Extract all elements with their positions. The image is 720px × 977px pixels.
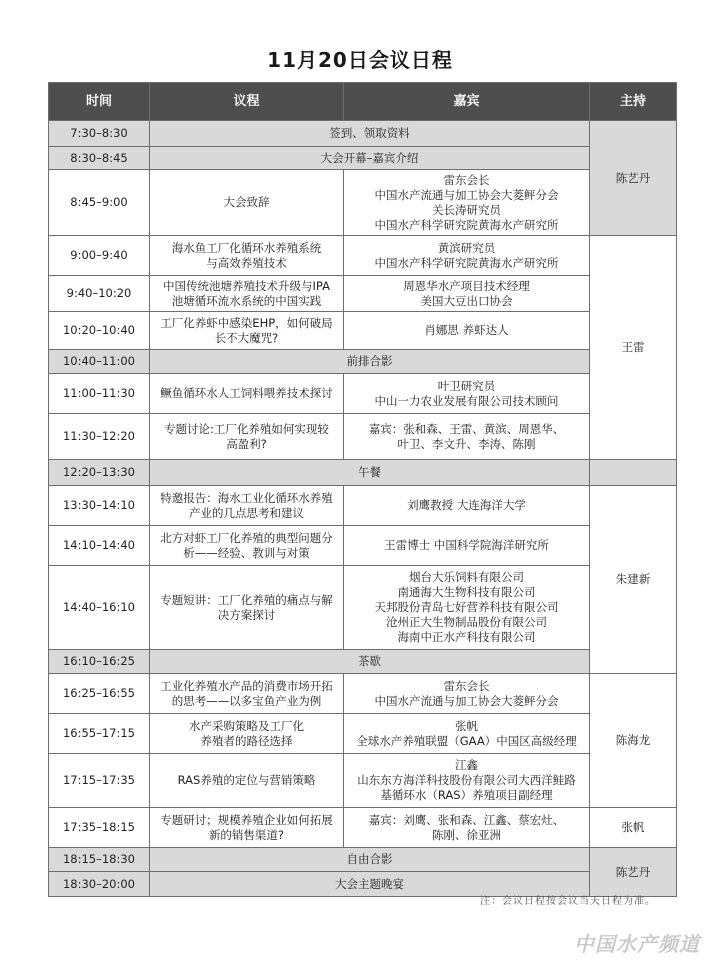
guest-cell: 叶卫研究员 中山一力农业发展有限公司技术顾问 [344,374,590,414]
guest-cell: 黄滨研究员 中国水产科学研究院黄海水产研究所 [344,236,590,276]
time-cell: 17:15–17:35 [49,754,150,808]
event-cell: 签到、领取资料 [150,121,590,147]
time-cell: 9:40–10:20 [49,276,150,312]
guest-cell: 雷东会长 中国水产流通与加工协会大菱鲆分会 关长涛研究员 中国水产科学研究院黄海水产研究所 [344,170,590,236]
agenda-cell: 鳜鱼循环水人工饲料喂养技术探讨 [150,374,344,414]
event-cell: 午餐 [150,460,590,486]
agenda-cell: 中国传统池塘养殖技术升级与IPA 池塘循环流水系统的中国实践 [150,276,344,312]
time-cell: 9:00–9:40 [49,236,150,276]
header-time: 时间 [49,83,150,121]
time-cell: 7:30–8:30 [49,121,150,147]
host-cell: 陈艺丹 [590,848,677,897]
time-cell: 10:20–10:40 [49,312,150,350]
time-cell: 11:30–12:20 [49,414,150,460]
guest-cell: 烟台大乐饲料有限公司 南通海大生物科技有限公司 天邦股份青岛七好营养科技有限公司 沧州正大生物制品股份有限公司 海南中正水产科技有限公司 [344,566,590,650]
table-row [49,754,677,808]
host-cell: 朱建新 [590,486,677,674]
table-row [49,312,677,350]
time-cell: 12:20–13:30 [49,460,150,486]
page-title: 11月20日会议日程 [267,48,453,72]
agenda-cell: 大会致辞 [150,170,344,236]
time-cell: 11:00–11:30 [49,374,150,414]
time-cell: 16:55–17:15 [49,714,150,754]
host-cell-empty [590,460,677,486]
table-row [49,808,677,848]
table-row [49,236,677,276]
agenda-cell: 工厂化养虾中感染EHP，如何破局 长不大魔咒? [150,312,344,350]
agenda-cell: 专题研讨；规模养殖企业如何拓展 新的销售渠道? [150,808,344,848]
table-row [49,848,677,872]
header-agenda: 议程 [150,83,344,121]
guest-cell: 江鑫 山东东方海洋科技股份有限公司大西洋鲑路 基循环水（RAS）养殖项目副经理 [344,754,590,808]
agenda-cell: 专题讨论:工厂化养殖如何实现较 高盈利? [150,414,344,460]
table-row [49,486,677,526]
guest-cell: 周恩华水产项目技术经理 美国大豆出口协会 [344,276,590,312]
time-cell: 17:35–18:15 [49,808,150,848]
time-cell: 18:15–18:30 [49,848,150,872]
time-cell: 16:10–16:25 [49,650,150,674]
header-guest: 嘉宾 [344,83,590,121]
table-row [49,276,677,312]
agenda-cell: 专题短讲：工厂化养殖的痛点与解 决方案探讨 [150,566,344,650]
event-cell: 自由合影 [150,848,590,872]
time-cell: 16:25–16:55 [49,674,150,714]
agenda-cell: 水产采购策略及工厂化 养殖者的路径选择 [150,714,344,754]
host-cell: 陈海龙 [590,674,677,808]
guest-cell: 王雷博士 中国科学院海洋研究所 [344,526,590,566]
time-cell: 8:45–9:00 [49,170,150,236]
host-cell: 张帆 [590,808,677,848]
time-cell: 14:10–14:40 [49,526,150,566]
agenda-cell: 特邀报告：海水工业化循环水养殖 产业的几点思考和建议 [150,486,344,526]
event-cell: 前排合影 [150,350,590,374]
header-row [49,83,677,121]
guest-cell: 嘉宾：张和森、王雷、黄滨、周恩华、 叶卫、李文升、李涛、陈刚 [344,414,590,460]
host-cell: 陈艺丹 [590,121,677,236]
agenda-cell: 北方对虾工厂化养殖的典型问题分 析——经验、教训与对策 [150,526,344,566]
time-cell: 18:30–20:00 [49,872,150,897]
event-cell: 大会主题晚宴 [150,872,590,897]
footnote: 注：会议日程按会议当天日程为准。 [480,896,656,907]
time-cell: 8:30–8:45 [49,147,150,170]
time-cell: 10:40–11:00 [49,350,150,374]
event-cell: 茶歇 [150,650,590,674]
agenda-cell: RAS养殖的定位与营销策略 [150,754,344,808]
table-row [49,147,677,170]
table-row [49,350,677,374]
time-cell: 13:30–14:10 [49,486,150,526]
host-cell: 王雷 [590,236,677,460]
guest-cell: 肖娜思 养虾达人 [344,312,590,350]
watermark-logo: 中国水产频道 [574,932,700,956]
guest-cell: 刘鹰教授 大连海洋大学 [344,486,590,526]
guest-cell: 张帆 全球水产养殖联盟（GAA）中国区高级经理 [344,714,590,754]
table-row [49,374,677,414]
event-cell: 大会开幕–嘉宾介绍 [150,147,590,170]
table-row [49,650,677,674]
table-row [49,170,677,236]
table-row [49,714,677,754]
table-row [49,121,677,147]
time-cell: 14:40–16:10 [49,566,150,650]
guest-cell: 雷东会长 中国水产流通与加工协会大菱鲆分会 [344,674,590,714]
table-row [49,414,677,460]
table-row [49,674,677,714]
table-row [49,460,677,486]
schedule-table [48,82,677,897]
agenda-cell: 海水鱼工厂化循环水养殖系统 与高效养殖技术 [150,236,344,276]
header-host: 主持 [590,83,677,121]
table-row [49,566,677,650]
agenda-cell: 工业化养殖水产品的消费市场开拓 的思考——以多宝鱼产业为例 [150,674,344,714]
table-row [49,526,677,566]
guest-cell: 嘉宾：刘鹰、张和森、江鑫、蔡宏灶、 陈刚、徐亚洲 [344,808,590,848]
